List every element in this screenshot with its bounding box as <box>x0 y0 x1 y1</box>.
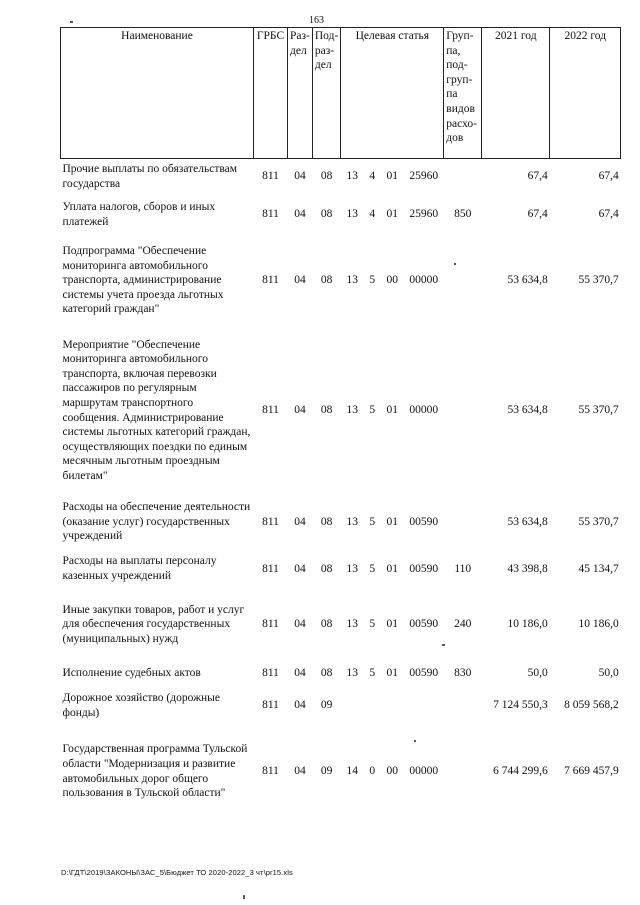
row-group <box>444 495 482 550</box>
row-razdel: 04 <box>294 666 306 679</box>
row-razdel: 04 <box>294 208 306 221</box>
row-target-1: 13 <box>346 274 359 287</box>
row-podrazdel: 08 <box>320 515 333 528</box>
table-row <box>61 327 621 495</box>
row-target-1: 14 <box>346 765 359 778</box>
row-value-2022: 45 134,7 <box>578 562 619 575</box>
row-target-1: 13 <box>346 562 359 575</box>
row-target-3: 01 <box>386 618 399 631</box>
row-value-2021: 67,4 <box>527 170 548 183</box>
row-target-3: 01 <box>386 170 399 183</box>
row-value-2022: 55 370,7 <box>578 515 619 528</box>
row-target-2: 5 <box>369 666 376 679</box>
row-target-4: 00590 <box>409 618 439 631</box>
row-value-2022: 55 370,7 <box>578 274 619 287</box>
row-value-2022: 67,4 <box>598 208 619 221</box>
table-row <box>61 686 621 726</box>
row-value-2021: 10 186,0 <box>507 618 548 631</box>
header-grbs: ГРБС <box>254 28 288 159</box>
row-razdel: 04 <box>294 699 306 712</box>
row-target-3: 01 <box>386 666 399 679</box>
table-header-row <box>61 28 621 159</box>
row-name: Расходы на обеспечение деятельности (оказание услуг) государственных учреждений <box>62 501 251 543</box>
row-target-1 <box>341 686 364 726</box>
row-name: Исполнение судебных актов <box>62 666 201 679</box>
row-value-2021: 67,4 <box>527 208 548 221</box>
row-target-1: 13 <box>346 208 359 221</box>
row-razdel: 04 <box>294 765 306 778</box>
row-value-2022: 55 370,7 <box>578 404 619 417</box>
row-target-1: 13 <box>346 515 359 528</box>
header-podrazdel: Под-раз-дел <box>312 28 340 159</box>
row-group: 110 <box>454 562 472 575</box>
header-target-article: Целевая статья <box>341 28 444 159</box>
row-target-3: 00 <box>386 274 399 287</box>
row-value-2021: 50,0 <box>527 666 548 679</box>
row-target-4 <box>404 686 444 726</box>
row-target-2: 5 <box>369 515 376 528</box>
row-name: Прочие выплаты по обязательствам государства <box>62 163 238 190</box>
row-podrazdel: 09 <box>320 699 333 712</box>
table-row <box>61 661 621 686</box>
row-grbs: 811 <box>262 515 279 528</box>
row-target-2: 0 <box>369 765 376 778</box>
row-razdel: 04 <box>294 515 306 528</box>
row-target-4: 25960 <box>409 170 439 183</box>
row-value-2021: 53 634,8 <box>507 274 548 287</box>
budget-table <box>60 27 621 818</box>
row-target-1: 13 <box>346 618 359 631</box>
row-target-4: 00000 <box>409 404 439 417</box>
row-target-3: 00 <box>386 765 399 778</box>
row-razdel: 04 <box>294 170 306 183</box>
row-value-2021: 7 124 550,3 <box>493 699 548 712</box>
header-name: Наименование <box>61 28 254 159</box>
row-group <box>444 726 482 818</box>
row-group: 240 <box>454 618 472 631</box>
row-value-2022: 7 669 457,9 <box>564 765 619 778</box>
row-target-3: 01 <box>386 515 399 528</box>
page-number: 163 <box>309 15 324 26</box>
row-target-1: 13 <box>346 170 359 183</box>
row-name: Расходы на выплаты персоналу казенных учреждений <box>62 555 217 582</box>
table-row <box>61 235 621 327</box>
row-podrazdel: 09 <box>320 765 333 778</box>
row-target-3: 01 <box>386 562 399 575</box>
row-target-3: 01 <box>386 208 399 221</box>
row-podrazdel: 08 <box>320 208 333 221</box>
row-razdel: 04 <box>294 274 306 287</box>
row-value-2022: 8 059 568,2 <box>564 699 619 712</box>
header-year-2022: 2022 год <box>550 28 621 159</box>
scan-speck <box>70 21 73 23</box>
row-podrazdel: 08 <box>320 170 333 183</box>
row-value-2022: 10 186,0 <box>578 618 619 631</box>
row-grbs: 811 <box>262 666 279 679</box>
row-grbs: 811 <box>262 274 279 287</box>
row-value-2021: 53 634,8 <box>507 515 548 528</box>
row-podrazdel: 08 <box>320 618 333 631</box>
row-grbs: 811 <box>262 699 279 712</box>
row-target-4: 00000 <box>409 765 439 778</box>
row-group <box>444 159 482 195</box>
scan-speck <box>442 644 445 646</box>
scan-speck <box>243 895 245 899</box>
table-row <box>61 726 621 818</box>
row-name: Иные закупки товаров, работ и услуг для обеспечения государственных (муниципальных) нужд <box>62 603 245 645</box>
row-target-2 <box>364 686 381 726</box>
table-row <box>61 550 621 589</box>
row-target-2: 5 <box>369 562 376 575</box>
row-group <box>444 686 482 726</box>
row-razdel: 04 <box>294 404 306 417</box>
header-expense-group: Груп-па, под-груп-па видов расхо-дов <box>444 28 482 159</box>
row-name: Дорожное хозяйство (дорожные фонды) <box>62 691 221 719</box>
table-row <box>61 195 621 235</box>
row-razdel: 04 <box>294 618 306 631</box>
row-target-4: 25960 <box>409 208 439 221</box>
table-row <box>61 495 621 550</box>
row-value-2021: 53 634,8 <box>507 404 548 417</box>
row-target-2: 4 <box>369 170 376 183</box>
row-target-4: 00590 <box>409 562 439 575</box>
scan-speck <box>454 263 456 265</box>
row-grbs: 811 <box>262 765 279 778</box>
row-name: Мероприятие "Обеспечение мониторинга автомобильного транспорта, включая перевозки пассажиров по регулярным маршрутам транспортного сообщения. Администрирование системы льготных категорий граждан, осуществляющих поездки по единым месячным льготным проездным билетам" <box>62 338 251 482</box>
row-grbs: 811 <box>262 170 279 183</box>
scan-speck <box>414 740 416 742</box>
row-target-2: 5 <box>369 404 376 417</box>
row-razdel: 04 <box>294 562 306 575</box>
row-grbs: 811 <box>262 562 279 575</box>
row-target-2: 5 <box>369 618 376 631</box>
row-value-2021: 6 744 299,6 <box>493 765 548 778</box>
row-name: Подпрограмма "Обеспечение мониторинга автомобильного транспорта, администрирование системы учета проезда льготных категорий граждан" <box>62 245 224 316</box>
row-name: Государственная программа Тульской области "Модернизация и развитие автомобильных дорог общего пользования в Тульской области" <box>62 743 248 800</box>
row-grbs: 811 <box>262 618 279 631</box>
row-target-1: 13 <box>346 666 359 679</box>
row-target-4: 00590 <box>409 515 439 528</box>
row-value-2022: 50,0 <box>598 666 619 679</box>
row-target-1: 13 <box>346 404 359 417</box>
row-group <box>444 235 482 327</box>
row-target-4: 00590 <box>409 666 439 679</box>
row-group: 850 <box>454 208 472 221</box>
row-target-2: 5 <box>369 274 376 287</box>
row-name: Уплата налогов, сборов и иных платежей <box>62 200 216 228</box>
row-group: 830 <box>454 666 472 679</box>
row-value-2022: 67,4 <box>598 170 619 183</box>
header-year-2021: 2021 год <box>482 28 550 159</box>
row-grbs: 811 <box>262 404 279 417</box>
table-row <box>61 159 621 195</box>
row-podrazdel: 08 <box>320 562 333 575</box>
row-podrazdel: 08 <box>320 404 333 417</box>
row-group <box>444 327 482 495</box>
header-razdel: Раз-дел <box>288 28 313 159</box>
row-podrazdel: 08 <box>320 666 333 679</box>
row-podrazdel: 08 <box>320 274 333 287</box>
row-target-2: 4 <box>369 208 376 221</box>
row-grbs: 811 <box>262 208 279 221</box>
row-target-3 <box>381 686 404 726</box>
table-row <box>61 589 621 661</box>
row-target-3: 01 <box>386 404 399 417</box>
row-target-4: 00000 <box>409 274 439 287</box>
file-path-footer: D:\ГДТ\2019\ЗАКОНЫ\ЗАС_5\Бюджет ТО 2020-2022_3 чт\pr15.xls <box>61 868 293 877</box>
row-value-2021: 43 398,8 <box>507 562 548 575</box>
